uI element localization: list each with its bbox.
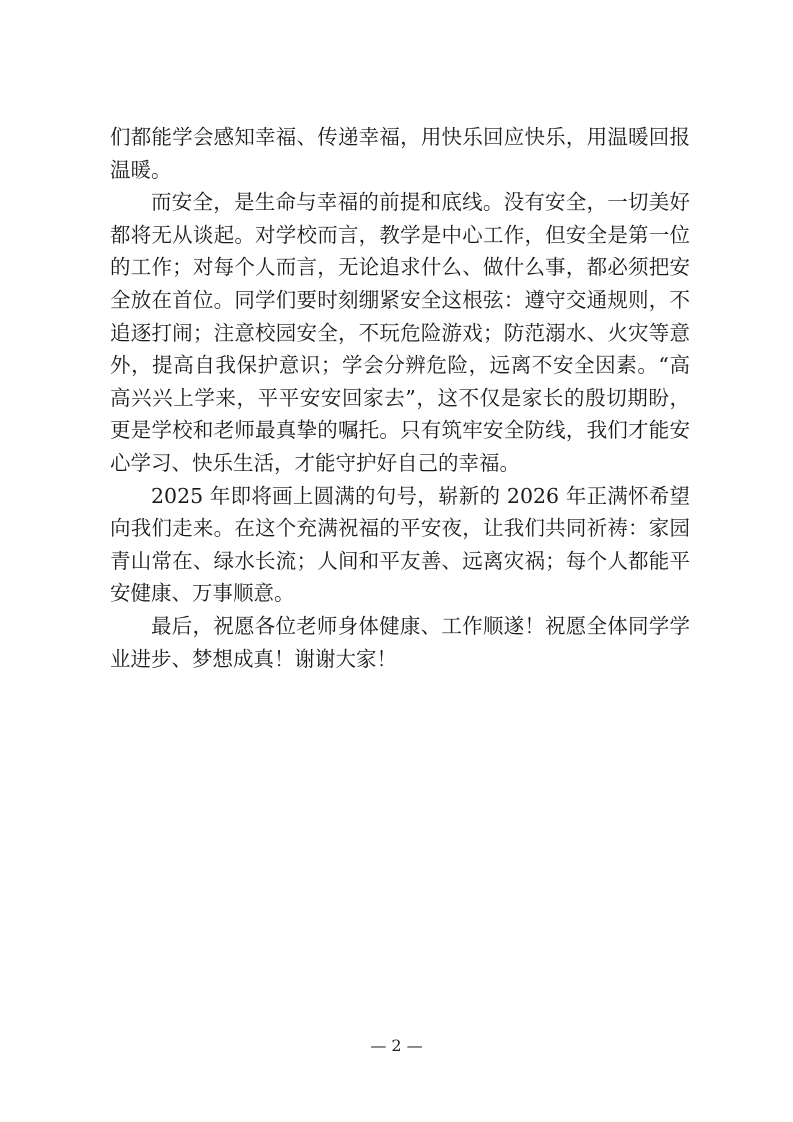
paragraph-safety: 而安全，是生命与幸福的前提和底线。没有安全，一切美好都将无从谈起。对学校而言，教学是中心工作，但安全是第一位的工作；对每个人而言，无论追求什么、做什么事，都必须把安全放在首位。同学们要时刻绷紧安全这根弦：遵守交通规则，不追逐打闹；注意校园安全，不玩危险游戏；防范溺水、火灾等意外，提高自我保护意识；学会分辨危险，远离不安全因素。“高高兴兴上学来，平平安安回家去”，这不仅是家长的殷切期盼，更是学校和老师最真挚的嘱托。只有筑牢安全防线，我们才能安心学习、快乐生活，才能守护好自己的幸福。 bbox=[110, 190, 690, 475]
paragraph-continuation: 们都能学会感知幸福、传递幸福，用快乐回应快乐，用温暖回报温暖。 bbox=[110, 125, 690, 182]
paragraph-closing: 最后，祝愿各位老师身体健康、工作顺遂！祝愿全体同学学业进步、梦想成真！谢谢大家！ bbox=[110, 613, 690, 671]
document-body bbox=[110, 121, 690, 675]
page-number: — 2 — bbox=[370, 1036, 423, 1055]
paragraph-new-year: 2025 年即将画上圆满的句号，崭新的 2026 年正满怀希望向我们走来。在这个充满祝福的平安夜，让我们共同祈祷：家园青山常在、绿水长流；人间和平友善、远离灾祸；每个人都能平安健康、万事顺意。 bbox=[110, 483, 690, 606]
